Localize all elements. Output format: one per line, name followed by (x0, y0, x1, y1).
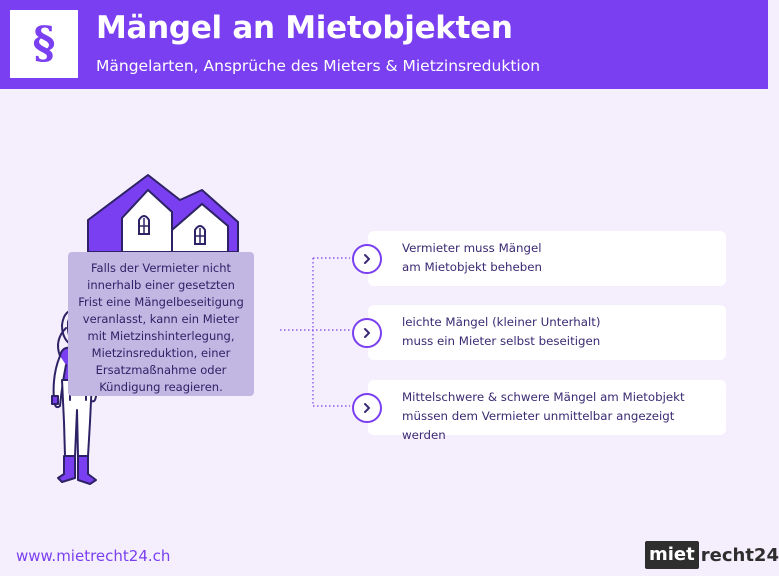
info-card (368, 231, 726, 286)
brand-part2: recht24 (700, 544, 779, 566)
card-line: leichte Mängel (kleiner Unterhalt) (402, 315, 601, 329)
header-banner (0, 0, 768, 89)
card-line: am Mietobjekt beheben (402, 260, 542, 274)
info-line: Frist eine Mängelbeseitigung (78, 295, 244, 309)
info-line: veranlasst, kann ein Mieter (82, 312, 240, 326)
card-line: müssen dem Vermieter unmittelbar angezeigt werden (402, 409, 675, 442)
card-line: muss ein Mieter selbst beseitigen (402, 334, 601, 348)
chevron-right-icon (352, 318, 382, 348)
info-line: Mietzinsreduktion, einer (91, 346, 231, 360)
dotted-connectors (280, 250, 360, 420)
chevron-right-icon (352, 393, 382, 423)
page-subtitle: Mängelarten, Ansprüche des Mieters & Mietzinsreduktion (96, 57, 541, 75)
card-line: Vermieter muss Mängel (402, 241, 542, 255)
page-title: Mängel an Mietobjekten (96, 10, 513, 46)
card-line: Mittelschwere & schwere Mängel am Mietobjekt (402, 390, 685, 404)
info-line: innerhalb einer gesetzten (87, 278, 235, 292)
paragraph-icon: § (32, 18, 56, 69)
info-line: mit Mietzinshinterlegung, (87, 329, 235, 343)
info-line: Kündigung reagieren. (99, 380, 223, 394)
info-card (368, 380, 726, 442)
info-card (368, 305, 726, 360)
website-link[interactable]: www.mietrecht24.ch (16, 547, 171, 565)
brand-logo (645, 541, 779, 569)
info-line: Falls der Vermieter nicht (90, 261, 232, 275)
info-box (68, 252, 254, 396)
chevron-right-icon (352, 244, 382, 274)
brand-part1: miet (645, 541, 699, 569)
info-line: Ersatzmaßnahme oder (95, 363, 227, 377)
paragraph-logo (10, 10, 78, 78)
